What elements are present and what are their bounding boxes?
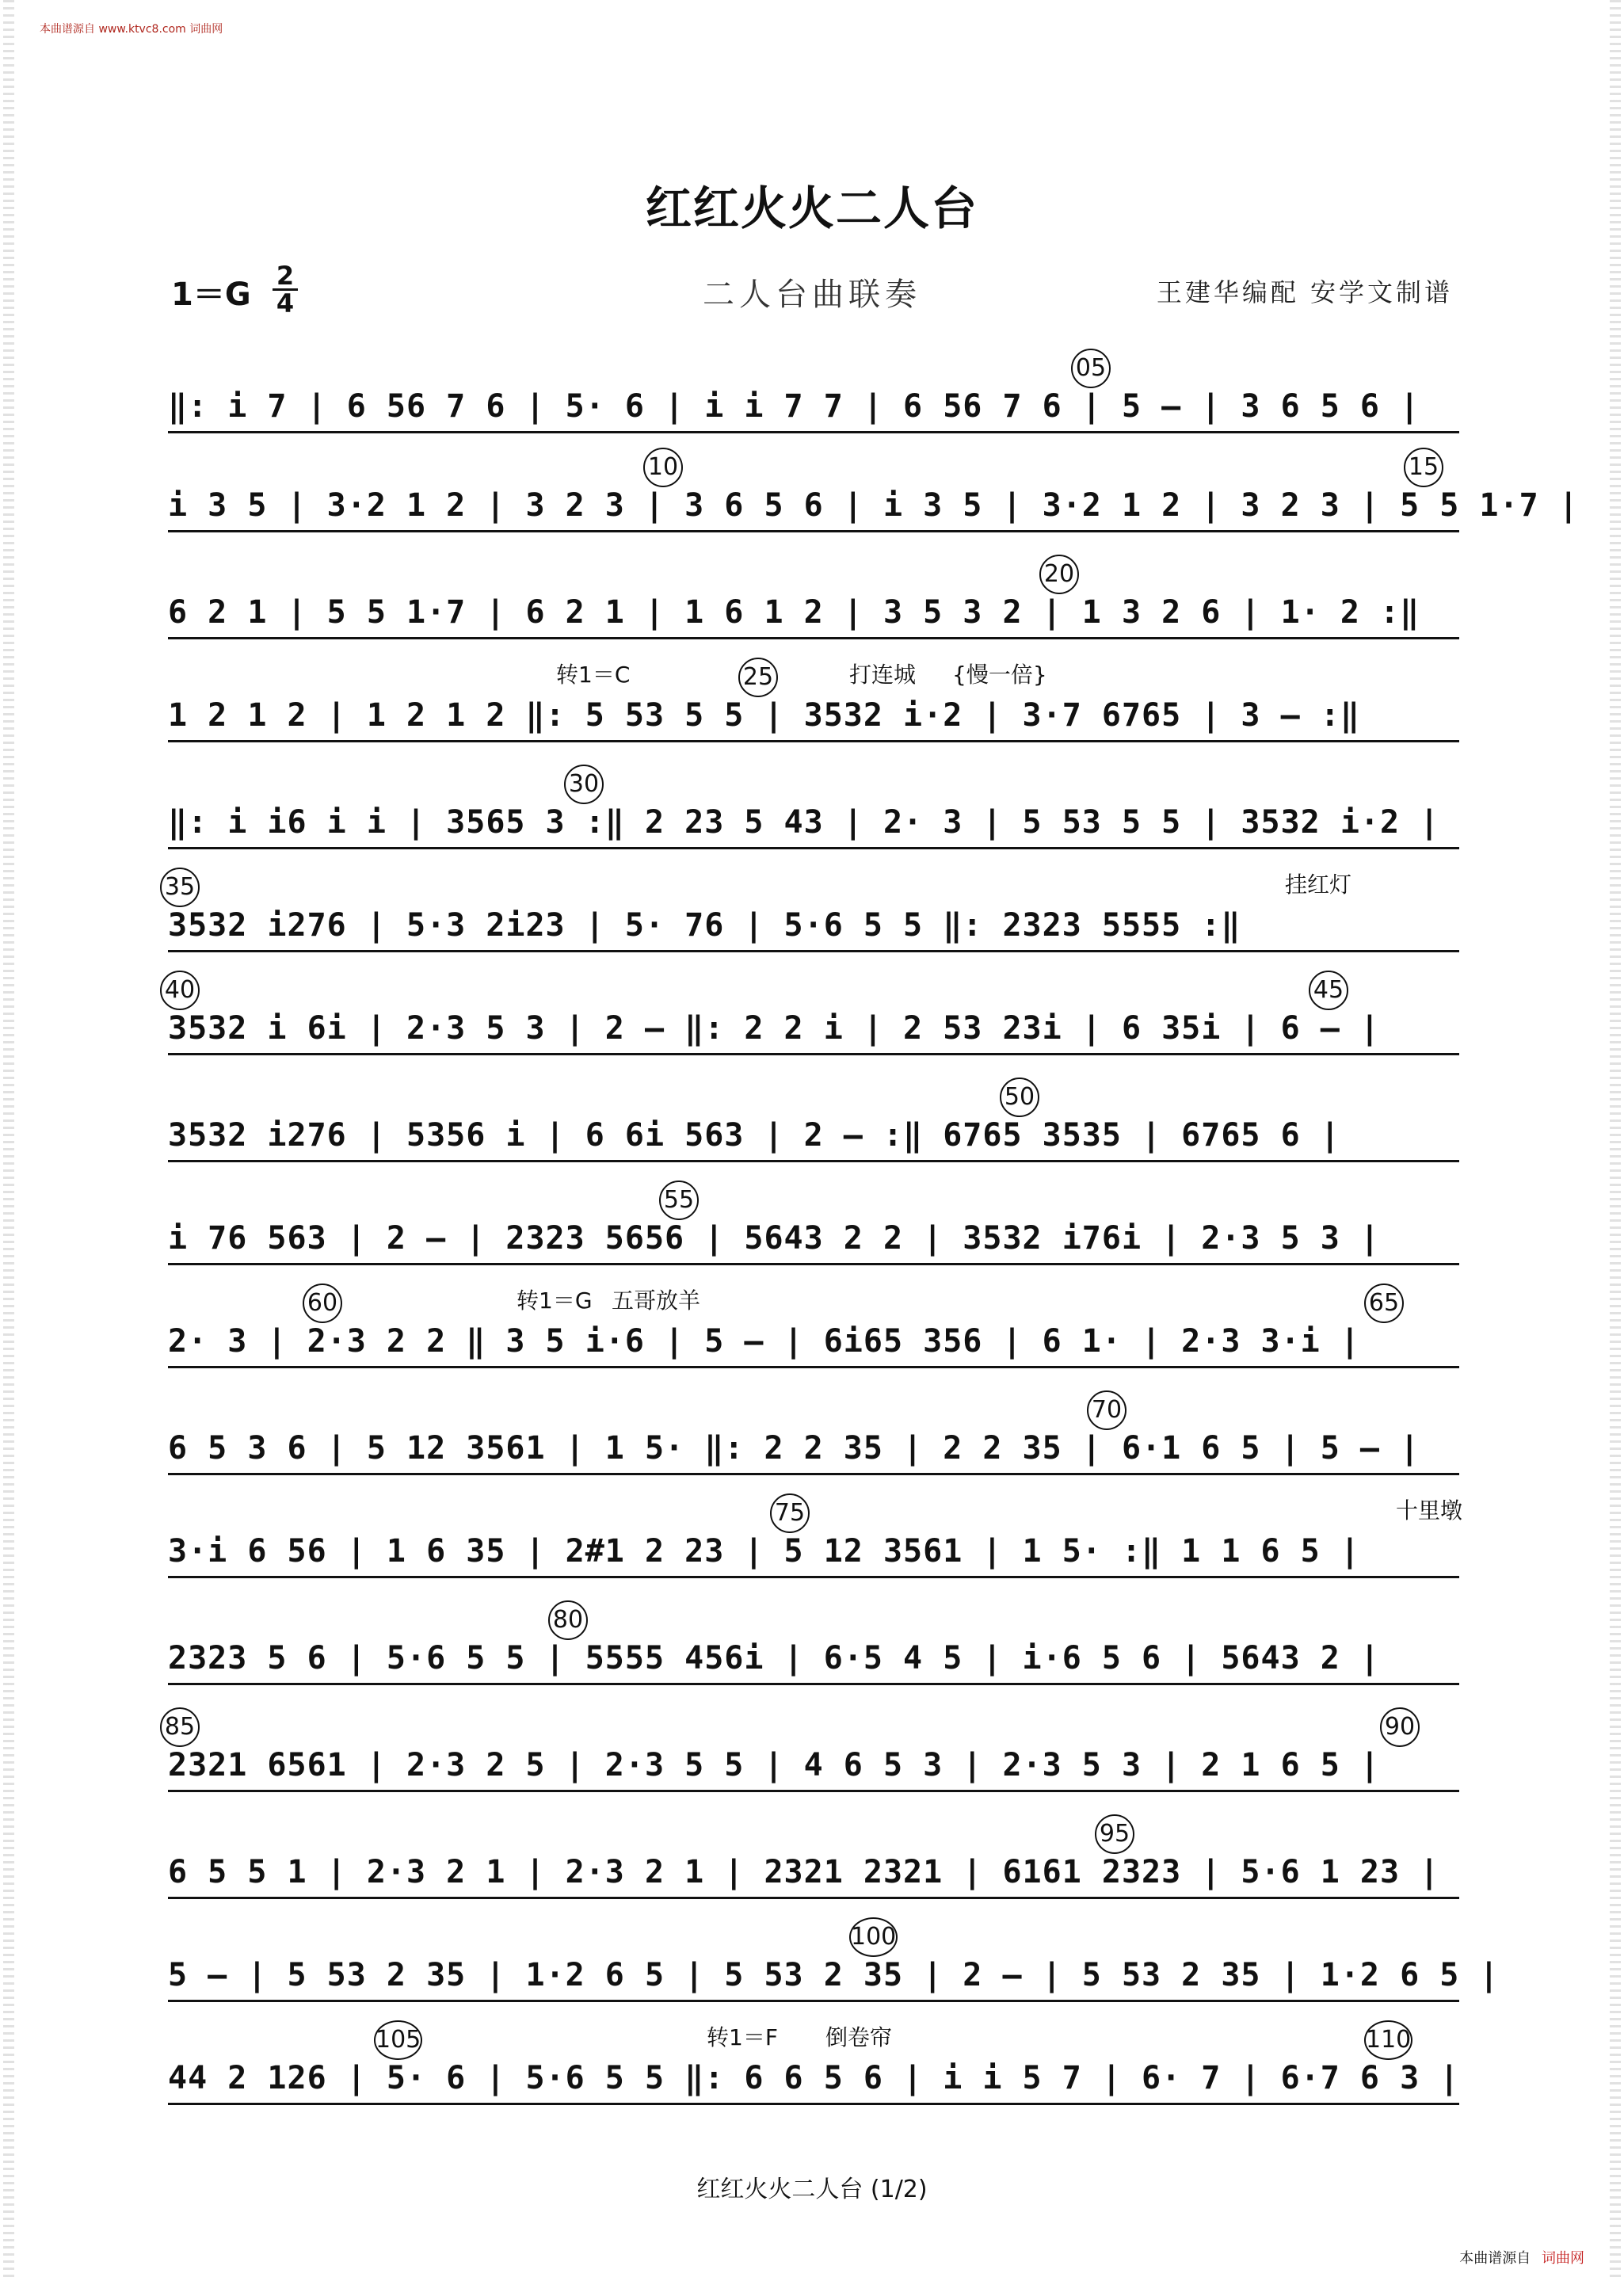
staff-row bbox=[168, 1600, 1459, 1685]
notation-line: i 76 563 | 2 – | 2323 5656 | 5643 2 2 | 3532 i76i | 2·3 5 3 | bbox=[168, 1219, 1459, 1265]
staff-row bbox=[168, 658, 1459, 742]
measure-number: 35 bbox=[160, 868, 200, 907]
staff-row bbox=[168, 1814, 1459, 1899]
section-label: 倒卷帘 bbox=[825, 2024, 893, 2050]
staff-marks bbox=[164, 971, 1459, 1009]
section-label: 打连城 bbox=[849, 662, 917, 688]
staff-row bbox=[168, 2020, 1459, 2105]
notation-line: 2323 5 6 | 5·6 5 5 | 5555 456i | 6·5 4 5 | i·6 5 6 | 5643 2 | bbox=[168, 1638, 1459, 1685]
notation-line: 44 2 126 | 5· 6 | 5·6 5 5 ‖: 6 6 5 6 | i i 5 7 | 6· 7 | 6·7 6 3 | bbox=[168, 2058, 1459, 2105]
subtitle: 二人台曲联奏 bbox=[703, 277, 921, 313]
mark bbox=[556, 658, 630, 689]
measure-number: 65 bbox=[1364, 1284, 1404, 1323]
measure-number: 50 bbox=[1000, 1078, 1039, 1117]
mark bbox=[707, 2020, 778, 2052]
notation-line: 3532 i 6i | 2·3 5 3 | 2 – ‖: 2 2 i | 2 53 23i | 6 35i | 6 – | bbox=[168, 1009, 1459, 1055]
section-label: 转1＝F bbox=[707, 2024, 778, 2050]
measure-number: 60 bbox=[303, 1284, 342, 1323]
measure-number: 105 bbox=[374, 2020, 422, 2060]
measure-number: 10 bbox=[643, 448, 683, 487]
mark bbox=[612, 1284, 700, 1315]
staff-marks bbox=[168, 658, 1459, 696]
mark bbox=[849, 1917, 898, 1957]
staff-row bbox=[168, 1181, 1459, 1265]
staff-row bbox=[168, 555, 1459, 639]
notation-line: 5 – | 5 53 2 35 | 1·2 6 5 | 5 53 2 35 | 2 – | 5 53 2 35 | 1·2 6 5 | bbox=[168, 1955, 1459, 2002]
mark bbox=[1039, 555, 1079, 594]
section-label: 十里墩 bbox=[1396, 1497, 1463, 1524]
mark bbox=[659, 1181, 699, 1220]
section-label: 转1＝C bbox=[556, 662, 631, 688]
notation-line: 2321 6561 | 2·3 2 5 | 2·3 5 5 | 4 6 5 3 | 2·3 5 3 | 2 1 6 5 | bbox=[168, 1745, 1459, 1792]
staff-row bbox=[168, 1493, 1463, 1578]
mark bbox=[160, 1707, 200, 1747]
staff-marks bbox=[168, 2020, 1459, 2058]
staff-marks bbox=[168, 765, 1459, 803]
mark bbox=[548, 1600, 588, 1640]
staff-marks bbox=[164, 868, 1459, 906]
notation-line: ‖: i i6 i i | 3565 3 :‖ 2 23 5 43 | 2· 3 | 5 53 5 5 | 3532 i·2 | bbox=[168, 803, 1459, 849]
notation-line: 6 5 3 6 | 5 12 3561 | 1 5· ‖: 2 2 35 | 2 2 35 | 6·1 6 5 | 5 – | bbox=[168, 1428, 1459, 1475]
mark bbox=[1285, 868, 1351, 899]
staff-marks bbox=[164, 1707, 1459, 1745]
staff-marks bbox=[168, 349, 1459, 387]
notation-line: i 3 5 | 3·2 1 2 | 3 2 3 | 3 6 5 6 | i 3 5 | 3·2 1 2 | 3 2 3 | 5 5 1·7 | bbox=[168, 486, 1459, 532]
bottom-source-prefix: 本曲谱源自 bbox=[1459, 2250, 1531, 2267]
right-decorative-strip bbox=[1610, 0, 1621, 2281]
measure-number: 90 bbox=[1380, 1707, 1420, 1747]
notation-line: 3·i 6 56 | 1 6 35 | 2#1 2 23 | 5 12 3561 | 1 5· :‖ 1 1 6 5 | bbox=[168, 1531, 1459, 1578]
mark bbox=[770, 1493, 810, 1533]
measure-number: 25 bbox=[738, 658, 778, 697]
measure-number: 85 bbox=[160, 1707, 200, 1747]
notation-line: 2· 3 | 2·3 2 2 ‖ 3 5 i·6 | 5 – | 6i65 356 | 6 1· | 2·3 3·i | bbox=[168, 1322, 1459, 1368]
measure-number: 80 bbox=[548, 1600, 588, 1640]
staff-row bbox=[168, 1284, 1459, 1368]
mark bbox=[1396, 1493, 1462, 1525]
mark bbox=[1380, 1707, 1420, 1747]
mark bbox=[1364, 2020, 1412, 2060]
mark bbox=[825, 2020, 892, 2052]
staff-marks bbox=[168, 1600, 1459, 1638]
measure-number: 100 bbox=[849, 1917, 898, 1957]
mark bbox=[1404, 448, 1443, 487]
section-label: 五哥放羊 bbox=[612, 1287, 701, 1314]
mark bbox=[1309, 971, 1348, 1010]
bottom-source-site: 词曲网 bbox=[1542, 2250, 1584, 2267]
staff-row bbox=[168, 349, 1459, 433]
measure-number: 70 bbox=[1087, 1390, 1127, 1430]
section-label: {慢一倍} bbox=[952, 662, 1047, 688]
mark bbox=[517, 1284, 593, 1315]
page-footer: 红红火火二人台 (1/2) bbox=[696, 2176, 928, 2203]
mark bbox=[1071, 349, 1111, 388]
staff-marks bbox=[168, 1917, 1459, 1955]
key-signature: 1＝G bbox=[171, 277, 251, 313]
staff-row bbox=[168, 1390, 1459, 1475]
staff-marks bbox=[168, 1078, 1459, 1116]
staff-row bbox=[164, 868, 1459, 952]
measure-number: 55 bbox=[659, 1181, 699, 1220]
time-numerator: 2 bbox=[276, 261, 295, 291]
staff-marks bbox=[168, 1284, 1459, 1322]
staff-row bbox=[168, 765, 1459, 849]
mark bbox=[952, 658, 1047, 689]
page-title: 红红火火二人台 bbox=[645, 181, 978, 235]
measure-number: 15 bbox=[1404, 448, 1443, 487]
section-label: 转1＝G bbox=[517, 1287, 593, 1314]
measure-number: 45 bbox=[1309, 971, 1348, 1010]
mark bbox=[1095, 1814, 1134, 1854]
notation-line: 6 2 1 | 5 5 1·7 | 6 2 1 | 1 6 1 2 | 3 5 3 2 | 1 3 2 6 | 1· 2 :‖ bbox=[168, 593, 1459, 639]
measure-number: 95 bbox=[1095, 1814, 1134, 1854]
mark bbox=[738, 658, 778, 697]
measure-number: 30 bbox=[564, 765, 604, 804]
measure-number: 05 bbox=[1071, 349, 1111, 388]
mark bbox=[1087, 1390, 1127, 1430]
notation-line: ‖: i 7 | 6 56 7 6 | 5· 6 | i i 7 7 | 6 56 7 6 | 5 – | 3 6 5 6 | bbox=[168, 387, 1459, 433]
staff-row bbox=[164, 1707, 1459, 1792]
mark bbox=[303, 1284, 342, 1323]
notation-line: 3532 i276 | 5·3 2i23 | 5· 76 | 5·6 5 5 ‖: 2323 5555 :‖ bbox=[168, 906, 1459, 952]
section-label: 挂红灯 bbox=[1285, 872, 1352, 898]
measure-number: 20 bbox=[1039, 555, 1079, 594]
mark bbox=[160, 868, 200, 907]
staff-row bbox=[168, 1078, 1459, 1162]
mark bbox=[160, 971, 200, 1010]
arranger-credit: 王建华编配 安学文制谱 bbox=[1156, 277, 1453, 307]
notation-line: 6 5 5 1 | 2·3 2 1 | 2·3 2 1 | 2321 2321 | 6161 2323 | 5·6 1 23 | bbox=[168, 1852, 1459, 1899]
staff-row bbox=[168, 448, 1579, 532]
staff-marks bbox=[168, 1181, 1459, 1219]
staff-marks bbox=[168, 1390, 1459, 1428]
bottom-source bbox=[1459, 2247, 1584, 2268]
mark bbox=[643, 448, 683, 487]
mark bbox=[564, 765, 604, 804]
staff-marks bbox=[168, 448, 1459, 486]
staff-marks bbox=[168, 1493, 1463, 1531]
staff-row bbox=[164, 971, 1459, 1055]
mark bbox=[1364, 1284, 1404, 1323]
mark bbox=[1000, 1078, 1039, 1117]
mark bbox=[849, 658, 916, 689]
staff-row bbox=[168, 1917, 1500, 2002]
source-credit: 本曲谱源自 www.ktvc8.com 词曲网 bbox=[40, 23, 223, 36]
time-denominator: 4 bbox=[276, 288, 295, 319]
mark bbox=[374, 2020, 422, 2060]
measure-number: 75 bbox=[770, 1493, 810, 1533]
notation-line: 3532 i276 | 5356 i | 6 6i 563 | 2 – :‖ 6765 3535 | 6765 6 | bbox=[168, 1116, 1459, 1162]
staff-marks bbox=[168, 555, 1459, 593]
measure-number: 40 bbox=[160, 971, 200, 1010]
left-decorative-strip bbox=[3, 0, 14, 2281]
notation-line: 1 2 1 2 | 1 2 1 2 ‖: 5 53 5 5 | 3532 i·2 | 3·7 6765 | 3 – :‖ bbox=[168, 696, 1459, 742]
measure-number: 110 bbox=[1364, 2020, 1412, 2060]
staff-marks bbox=[168, 1814, 1459, 1852]
